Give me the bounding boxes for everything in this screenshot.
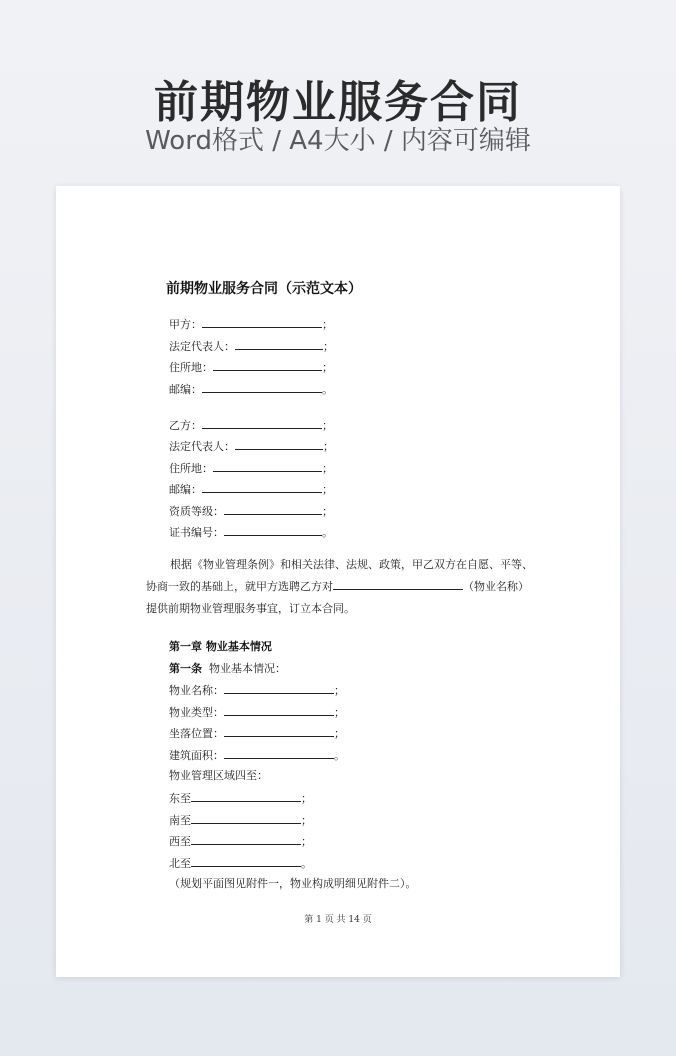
property-type-line: [169, 705, 345, 720]
document-page: [56, 186, 620, 977]
party-b-postcode-line: [169, 482, 333, 497]
punct: ；: [322, 483, 333, 496]
party-b-certificate-blank[interactable]: [224, 525, 322, 536]
punct: ；: [301, 835, 312, 848]
party-a-address-blank[interactable]: [213, 360, 322, 371]
property-location-label: 坐落位置：: [169, 727, 224, 740]
property-area-field[interactable]: [224, 748, 334, 759]
article-1-label: 第一条: [169, 662, 202, 675]
intro-line-2-a: 协商一致的基础上，就甲方选聘乙方对: [146, 580, 333, 593]
party-b-address-label: 住所地：: [169, 462, 213, 475]
party-a-rep-line: [169, 339, 334, 354]
west-field[interactable]: [191, 834, 301, 845]
party-a-rep-blank[interactable]: [235, 339, 323, 350]
property-type-field[interactable]: [224, 705, 334, 716]
intro-paragraph: [148, 554, 534, 620]
north-boundary-line: [169, 856, 312, 871]
party-b-address-line: [169, 461, 333, 476]
east-field[interactable]: [191, 791, 301, 802]
party-b-postcode-blank[interactable]: [202, 482, 322, 493]
west-boundary-line: [169, 834, 312, 849]
punct: ；: [334, 727, 345, 740]
punct: ；: [322, 318, 333, 331]
property-name-line: [169, 683, 345, 698]
punct: ；: [322, 361, 333, 374]
party-b-qualification-line: [169, 504, 333, 519]
west-label: 西至: [169, 835, 191, 848]
south-field[interactable]: [191, 813, 301, 824]
party-a-rep-label: 法定代表人：: [169, 340, 235, 353]
property-area-label: 建筑面积：: [169, 749, 224, 762]
punct: ；: [301, 814, 312, 827]
punct: ；: [323, 340, 334, 353]
property-area-line: [169, 748, 345, 763]
party-a-address-label: 住所地：: [169, 361, 213, 374]
punct: ；: [322, 419, 333, 432]
party-a-blank[interactable]: [202, 317, 322, 328]
punct: ；: [334, 684, 345, 697]
south-boundary-line: [169, 813, 312, 828]
party-a-address-line: [169, 360, 333, 375]
boundary-intro: 物业管理区域四至：: [169, 769, 268, 782]
intro-line-2: [146, 576, 534, 598]
page-footer: 第 1 页 共 14 页: [304, 915, 372, 925]
party-b-rep-line: [169, 439, 334, 454]
punct: ；: [301, 792, 312, 805]
punct: ；: [323, 440, 334, 453]
intro-line-3: 提供前期物业管理服务事宜，订立本合同。: [146, 602, 355, 615]
annex-note: （规划平面图见附件一，物业构成明细见附件二）。: [169, 877, 417, 890]
east-boundary-line: [169, 791, 312, 806]
punct: ；: [322, 462, 333, 475]
intro-line-1: 根据《物业管理条例》和相关法律、法规、政策，甲乙双方在自愿、平等、: [170, 558, 533, 571]
party-b-address-blank[interactable]: [213, 461, 322, 472]
party-b-qualification-label: 资质等级：: [169, 505, 224, 518]
south-label: 南至: [169, 814, 191, 827]
property-location-field[interactable]: [224, 726, 334, 737]
chapter-1-heading: 第一章 物业基本情况: [169, 640, 272, 653]
party-a-line: [169, 317, 333, 332]
document-title: 前期物业服务合同（示范文本）: [166, 281, 362, 297]
party-b-rep-label: 法定代表人：: [169, 440, 235, 453]
party-b-postcode-label: 邮编：: [169, 483, 202, 496]
property-location-line: [169, 726, 345, 741]
article-1-text: 物业基本情况：: [209, 662, 286, 675]
punct: 。: [301, 857, 312, 870]
east-label: 东至: [169, 792, 191, 805]
banner-subtitle: Word格式 / A4大小 / 内容可编辑: [145, 126, 531, 156]
party-b-certificate-label: 证书编号：: [169, 526, 224, 539]
party-a-label: 甲方：: [169, 318, 202, 331]
property-name-blank[interactable]: [333, 579, 463, 590]
intro-line-2-b: （物业名称）: [463, 580, 529, 593]
party-a-postcode-label: 邮编：: [169, 383, 202, 396]
north-field[interactable]: [191, 856, 301, 867]
party-b-rep-blank[interactable]: [235, 439, 323, 450]
article-1-line: [169, 662, 286, 676]
punct: 。: [334, 749, 345, 762]
property-type-label: 物业类型：: [169, 706, 224, 719]
party-a-postcode-line: [169, 382, 333, 397]
north-label: 北至: [169, 857, 191, 870]
party-b-blank[interactable]: [202, 418, 322, 429]
punct: ；: [322, 505, 333, 518]
property-name-field[interactable]: [224, 683, 334, 694]
party-b-certificate-line: [169, 525, 333, 540]
property-name-label: 物业名称：: [169, 684, 224, 697]
punct: 。: [322, 383, 333, 396]
party-a-postcode-blank[interactable]: [202, 382, 322, 393]
punct: 。: [322, 526, 333, 539]
punct: ；: [334, 706, 345, 719]
party-b-line: [169, 418, 333, 433]
banner-title: 前期物业服务合同: [154, 77, 522, 128]
party-b-qualification-blank[interactable]: [224, 504, 322, 515]
party-b-label: 乙方：: [169, 419, 202, 432]
